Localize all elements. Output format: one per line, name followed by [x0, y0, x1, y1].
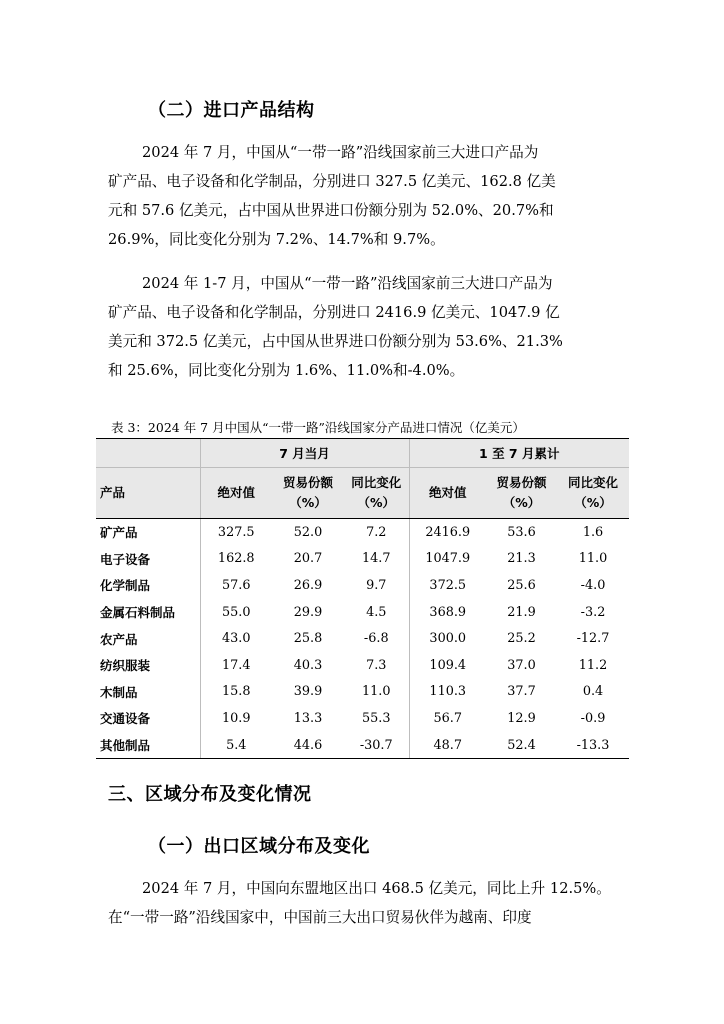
yoy-cumulative-cell: -13.3 — [557, 732, 629, 759]
table-row — [96, 572, 629, 599]
share-cumulative-cell: 37.7 — [507, 684, 536, 700]
share-july-cell: 26.9 — [293, 577, 323, 593]
product-name-cell: 其他制品 — [96, 732, 200, 759]
paragraph-line: 2024 年 1-7 月，中国从“一带一路”沿线国家前三大进口产品为 — [142, 275, 553, 292]
absolute-july-cell: 17.4 — [200, 652, 272, 679]
paragraph-export-regions — [108, 874, 616, 932]
absolute-cumulative-cell: 1047.9 — [409, 546, 486, 573]
yoy-cumulative-cell: -4.0 — [580, 577, 606, 593]
header-share-unit: （%） — [289, 495, 327, 510]
absolute-july-cell: 55.0 — [200, 599, 272, 626]
header-yoy-label: 同比变化 — [567, 475, 618, 490]
paragraph-jan-jul-imports — [108, 269, 616, 385]
table-row — [96, 546, 629, 573]
paragraph-line: 26.9%，同比变化分别为 7.2%、14.7%和 9.7%。 — [108, 231, 445, 248]
table-row — [96, 599, 629, 626]
header-share-july — [272, 468, 344, 519]
yoy-cumulative-cell: 1.6 — [582, 524, 604, 540]
share-cumulative-cell: 52.4 — [486, 732, 557, 759]
yoy-july-cell: -6.8 — [363, 631, 389, 647]
paragraph-line: 矿产品、电子设备和化学制品，分别进口 2416.9 亿美元、1047.9 亿 — [108, 304, 560, 321]
yoy-july-cell: 55.3 — [362, 710, 391, 726]
share-july-cell: 25.8 — [293, 631, 323, 647]
table-row — [96, 679, 629, 706]
product-name-cell: 木制品 — [100, 684, 138, 700]
share-cumulative-cell: 21.9 — [507, 604, 536, 620]
absolute-cumulative-cell: 48.7 — [409, 732, 486, 759]
table-column-header-row — [96, 468, 629, 519]
header-share-cumulative — [486, 468, 557, 519]
share-july-cell: 44.6 — [272, 732, 344, 759]
yoy-cumulative-cell: -12.7 — [576, 631, 610, 647]
share-cumulative-cell: 25.6 — [507, 577, 536, 593]
product-name-cell: 农产品 — [100, 631, 138, 647]
header-group-cumulative: 1 至 7 月累计 — [409, 439, 629, 468]
product-name-cell: 金属石料制品 — [100, 605, 176, 621]
paragraph-line: 元和 57.6 亿美元，占中国从世界进口份额分别为 52.0%、20.7%和 — [108, 202, 554, 219]
share-july-cell: 39.9 — [293, 684, 323, 700]
absolute-cumulative-cell: 56.7 — [409, 705, 486, 732]
absolute-july-cell: 43.0 — [200, 625, 272, 652]
table-row — [96, 625, 629, 652]
absolute-july-cell: 162.8 — [200, 546, 272, 573]
yoy-july-cell: 11.0 — [362, 684, 391, 700]
share-cumulative-cell: 53.6 — [507, 524, 536, 540]
absolute-july-cell: 5.4 — [200, 732, 272, 759]
paragraph-line: 矿产品、电子设备和化学制品，分别进口 327.5 亿美元、162.8 亿美 — [108, 173, 556, 190]
share-cumulative-cell: 25.2 — [507, 631, 536, 647]
product-name-cell: 交通设备 — [100, 711, 151, 727]
absolute-july-cell: 10.9 — [200, 705, 272, 732]
header-yoy-label: 同比变化 — [351, 475, 402, 490]
header-share-label: 贸易份额 — [496, 475, 547, 490]
absolute-july-cell: 15.8 — [200, 679, 272, 706]
product-name-cell: 电子设备 — [100, 551, 151, 567]
absolute-cumulative-cell: 300.0 — [409, 625, 486, 652]
yoy-july-cell: -30.7 — [344, 732, 409, 759]
header-blank — [96, 439, 200, 468]
table-group-header-row — [96, 439, 629, 468]
table-row — [96, 732, 629, 759]
yoy-cumulative-cell: 11.2 — [578, 657, 608, 673]
product-name-cell: 矿产品 — [100, 525, 138, 541]
table-caption: 表 3：2024 年 7 月中国从“一带一路”沿线国家分产品进口情况（亿美元） — [111, 420, 525, 435]
absolute-cumulative-cell: 372.5 — [409, 572, 486, 599]
yoy-cumulative-cell: -3.2 — [580, 604, 606, 620]
absolute-cumulative-cell: 368.9 — [409, 599, 486, 626]
header-product: 产品 — [96, 468, 200, 519]
share-july-cell: 20.7 — [293, 551, 323, 567]
yoy-july-cell: 7.3 — [366, 657, 387, 673]
yoy-july-cell: 14.7 — [362, 551, 391, 567]
table-row — [96, 705, 629, 732]
header-share-unit: （%） — [502, 495, 541, 510]
table-row — [96, 519, 629, 546]
yoy-cumulative-cell: -0.9 — [580, 710, 606, 726]
section-heading-import-structure: （二）进口产品结构 — [148, 100, 315, 121]
header-yoy-cumulative — [557, 468, 629, 519]
share-cumulative-cell: 12.9 — [507, 710, 536, 726]
header-absolute-july: 绝对值 — [200, 468, 272, 519]
absolute-cumulative-cell: 110.3 — [409, 679, 486, 706]
share-cumulative-cell: 37.0 — [507, 657, 536, 673]
header-yoy-unit: （%） — [574, 495, 612, 510]
import-by-product-table — [96, 438, 629, 759]
product-name-cell: 纺织服装 — [100, 658, 151, 674]
table-body — [96, 519, 629, 759]
product-name-cell: 化学制品 — [100, 578, 151, 594]
absolute-cumulative-cell: 2416.9 — [409, 519, 486, 546]
paragraph-line: 美元和 372.5 亿美元，占中国从世界进口份额分别为 53.6%、21.3% — [108, 333, 563, 350]
section-heading-regional-distribution: 三、区域分布及变化情况 — [108, 784, 312, 805]
yoy-cumulative-cell: 11.0 — [578, 551, 608, 567]
yoy-july-cell: 9.7 — [366, 577, 387, 593]
paragraph-line: 2024 年 7 月，中国从“一带一路”沿线国家前三大进口产品为 — [142, 144, 539, 161]
paragraph-line: 在“一带一路”沿线国家中，中国前三大出口贸易伙伴为越南、印度 — [108, 909, 532, 926]
paragraph-line: 和 25.6%，同比变化分别为 1.6%、11.0%和-4.0%。 — [108, 362, 465, 379]
yoy-cumulative-cell: 0.4 — [582, 684, 604, 700]
section-heading-export-regions: （一）出口区域分布及变化 — [148, 836, 370, 857]
absolute-july-cell: 327.5 — [200, 519, 272, 546]
paragraph-july-imports — [108, 138, 616, 254]
share-july-cell: 13.3 — [293, 710, 323, 726]
paragraph-line: 2024 年 7 月，中国向东盟地区出口 468.5 亿美元，同比上升 12.5%。 — [142, 880, 611, 897]
header-yoy-july — [344, 468, 409, 519]
header-absolute-cumulative: 绝对值 — [409, 468, 486, 519]
share-july-cell: 40.3 — [293, 657, 323, 673]
header-yoy-unit: （%） — [357, 495, 396, 510]
absolute-july-cell: 57.6 — [200, 572, 272, 599]
share-july-cell: 52.0 — [293, 524, 323, 540]
absolute-cumulative-cell: 109.4 — [409, 652, 486, 679]
share-cumulative-cell: 21.3 — [507, 551, 536, 567]
header-share-label: 贸易份额 — [282, 475, 333, 490]
yoy-july-cell: 7.2 — [366, 524, 387, 540]
header-group-july: 7 月当月 — [200, 439, 409, 468]
table-row — [96, 652, 629, 679]
yoy-july-cell: 4.5 — [366, 604, 387, 620]
share-july-cell: 29.9 — [293, 604, 323, 620]
